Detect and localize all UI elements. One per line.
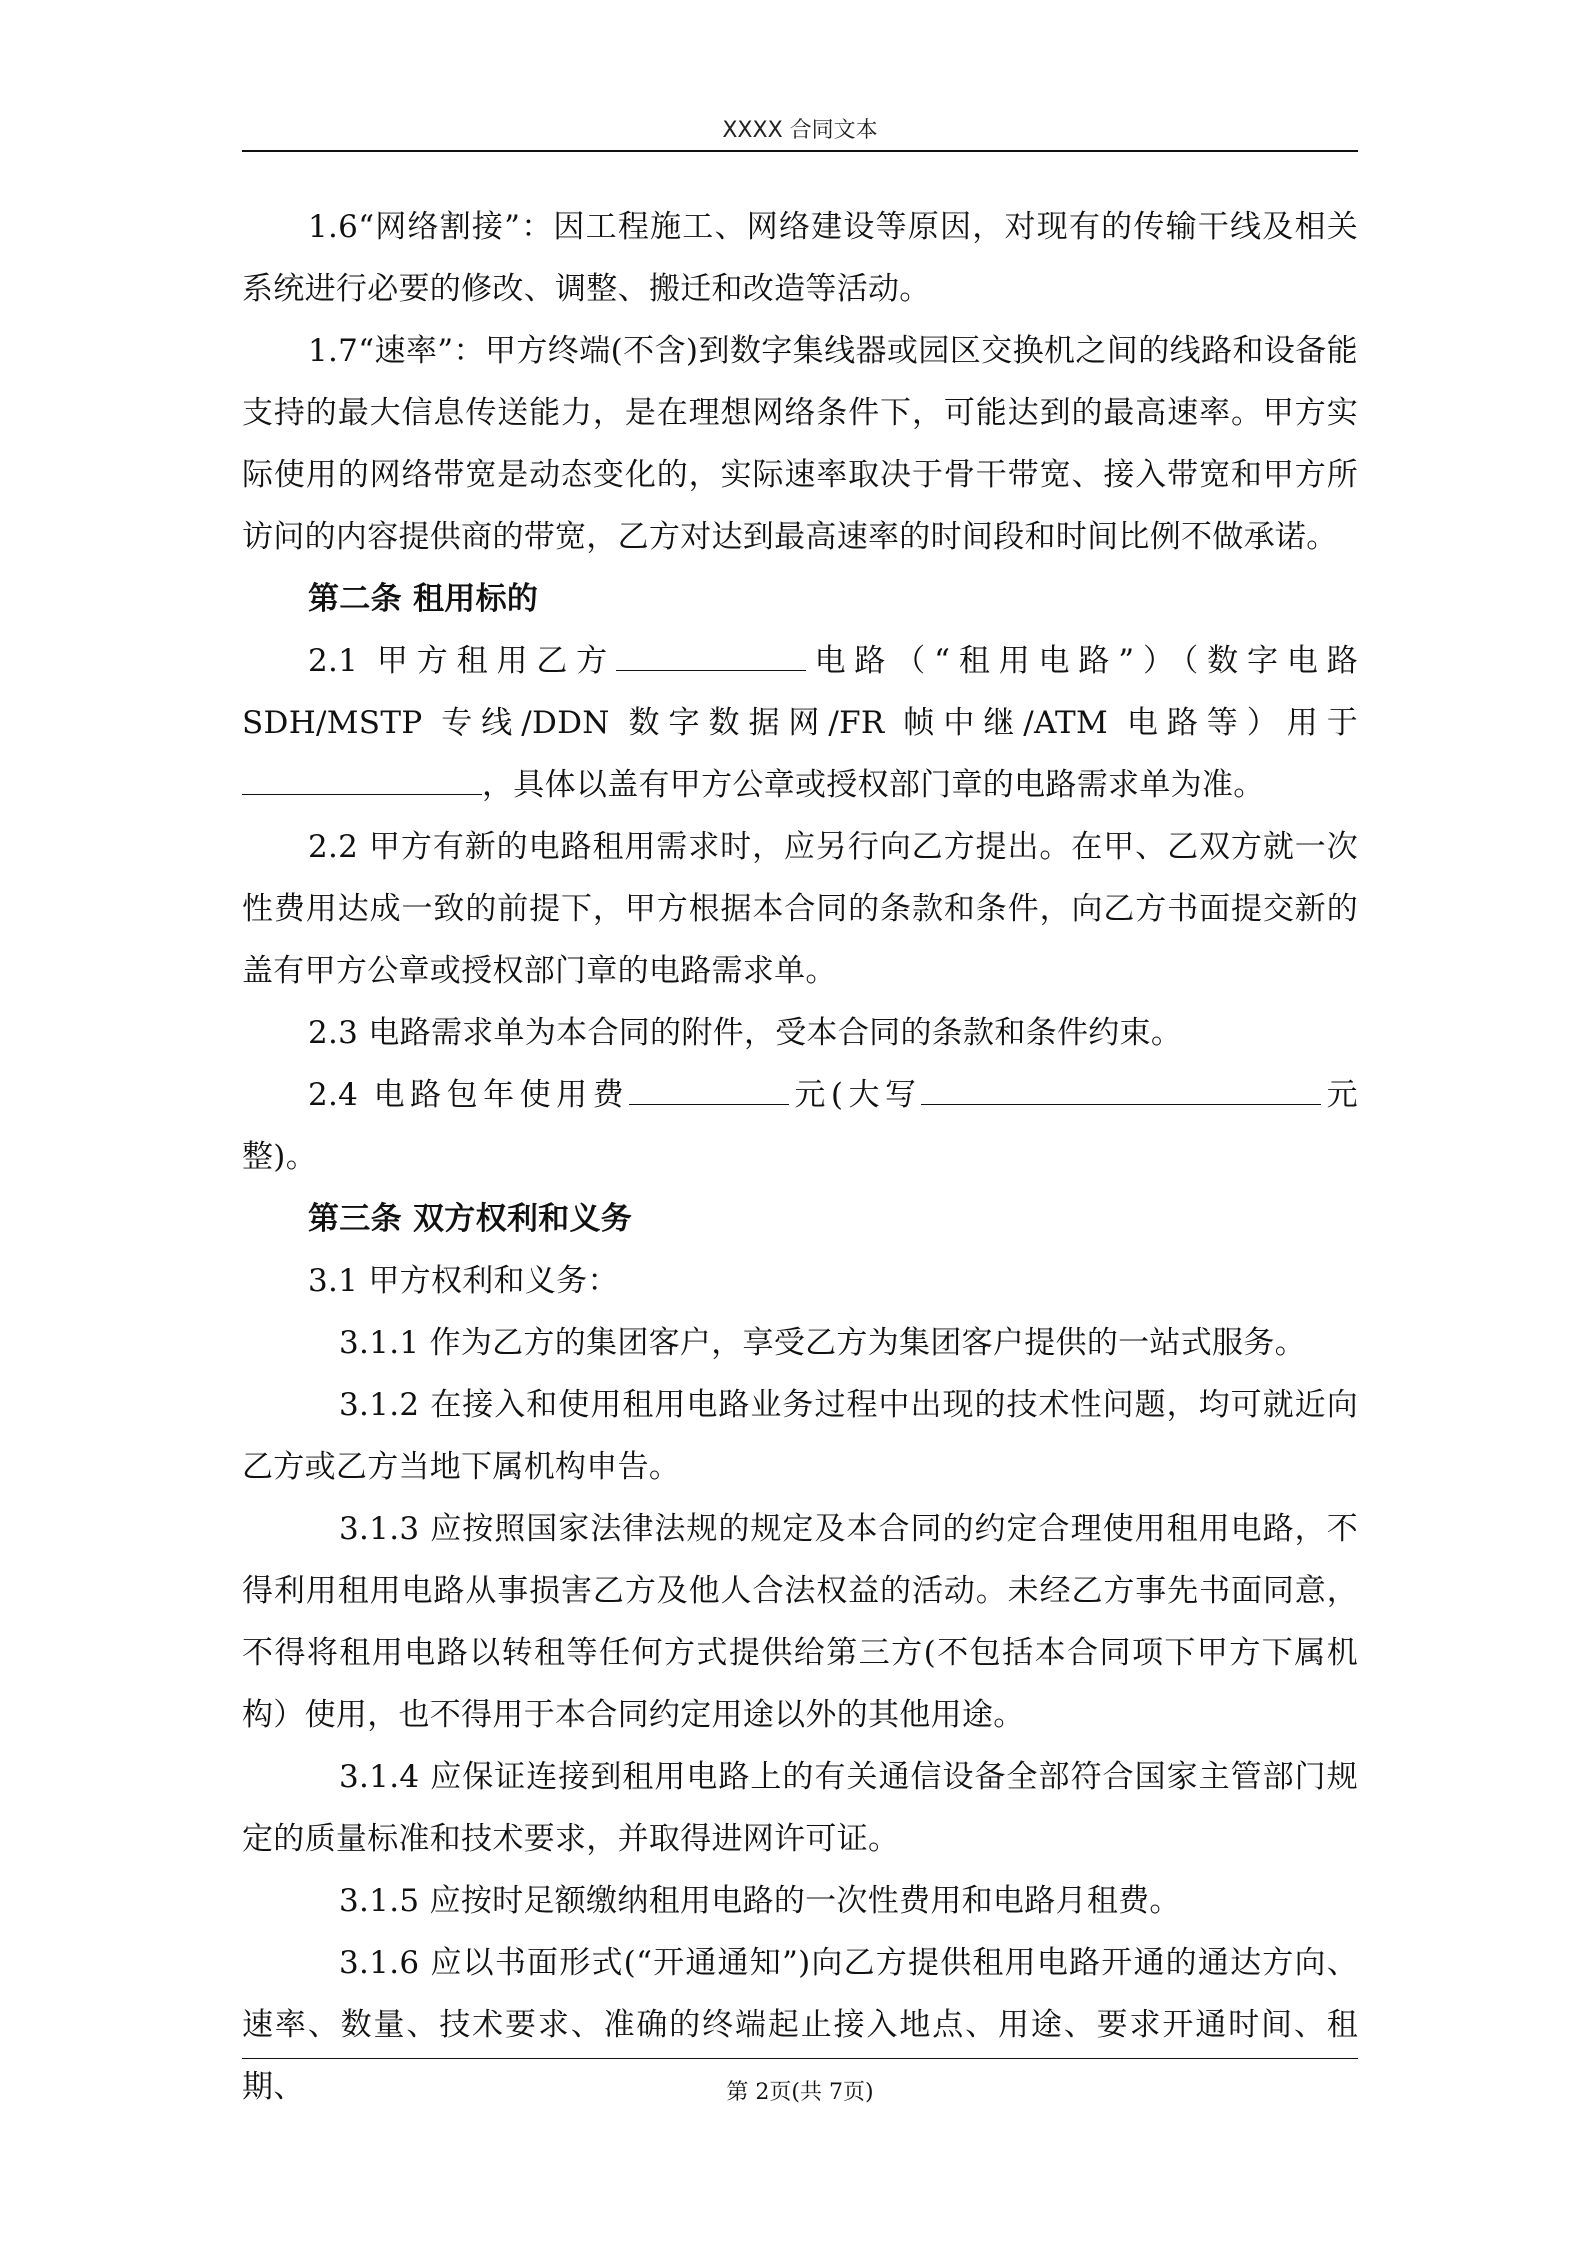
clause-3-1-5: 3.1.5 应按时足额缴纳租用电路的一次性费用和电路月租费。 <box>339 1883 1181 1919</box>
document-body <box>242 196 1358 2118</box>
footer-divider <box>242 2058 1358 2059</box>
clause-2-4 <box>242 1064 1358 1188</box>
clause-2-1 <box>242 630 1358 816</box>
clause-3-1-4: 3.1.4 应保证连接到租用电路上的有关通信设备全部符合国家主管部门规定的质量标准和技术要求，并取得进网许可证。 <box>242 1759 1358 1857</box>
blank-annual-fee[interactable] <box>629 1074 789 1105</box>
clause-1-6: 1.6“网络割接”：因工程施工、网络建设等原因，对现有的传输干线及相关系统进行必要的修改、调整、搬迁和改造等活动。 <box>242 209 1358 307</box>
clause-2-1-text-a: 2.1 甲方租用乙方 <box>308 643 617 679</box>
header-divider <box>242 150 1358 152</box>
page-header: XXXX 合同文本 <box>722 118 878 143</box>
clause-3-1-2: 3.1.2 在接入和使用租用电路业务过程中出现的技术性问题，均可就近向乙方或乙方当地下属机构申告。 <box>242 1387 1358 1485</box>
blank-circuit-type[interactable] <box>616 640 806 671</box>
page-number: 第 2页(共 7页) <box>726 2080 874 2105</box>
clause-2-2: 2.2 甲方有新的电路租用需求时，应另行向乙方提出。在甲、乙双方就一次性费用达成一致的前提下，甲方根据本合同的条款和条件，向乙方书面提交新的盖有甲方公章或授权部门章的电路需求单。 <box>242 829 1358 989</box>
clause-2-1-text-c: ，具体以盖有甲方公章或授权部门章的电路需求单为准。 <box>482 767 1265 803</box>
blank-usage[interactable] <box>242 764 482 795</box>
clause-3-1-1: 3.1.1 作为乙方的集团客户，享受乙方为集团客户提供的一站式服务。 <box>339 1325 1306 1361</box>
clause-1-7: 1.7“速率”：甲方终端(不含)到数字集线器或园区交换机之间的线路和设备能支持的最大信息传送能力，是在理想网络条件下，可能达到的最高速率。甲方实际使用的网络带宽是动态变化的，实际速率取决于骨干带宽、接入带宽和甲方所访问的内容提供商的带宽，乙方对达到最高速率的时间段和时间比例不做承诺。 <box>242 333 1358 555</box>
article-2-title: 第二条 租用标的 <box>308 581 539 617</box>
clause-3-1-3: 3.1.3 应按照国家法律法规的规定及本合同的约定合理使用租用电路，不得利用租用电路从事损害乙方及他人合法权益的活动。未经乙方事先书面同意，不得将租用电路以转租等任何方式提供给第三方(不包括本合同项下甲方下属机构）使用，也不得用于本合同约定用途以外的其他用途。 <box>242 1511 1358 1733</box>
clause-3-1-6: 3.1.6 应以书面形式(“开通通知”)向乙方提供租用电路开通的通达方向、速率、数量、技术要求、准确的终端起止接入地点、用途、要求开通时间、租期、 <box>242 1945 1358 2105</box>
clause-2-4-text-b: 元(大写 <box>789 1077 922 1113</box>
blank-amount-in-words[interactable] <box>921 1074 1321 1105</box>
clause-2-3: 2.3 电路需求单为本合同的附件，受本合同的条款和条件约束。 <box>308 1015 1183 1051</box>
clause-2-1-text-b: 电路（“租用电路”）（数字电路 SDH/MSTP 专线/DDN 数字数据网/FR 帧中继/ATM 电路等）用于 <box>242 643 1359 741</box>
clause-3-1: 3.1 甲方权利和义务： <box>308 1263 619 1299</box>
clause-2-4-text-a: 2.4 电路包年使用费 <box>308 1077 630 1113</box>
clause-2-4-text-c: 元整)。 <box>242 1077 1358 1175</box>
article-3-title: 第三条 双方权利和义务 <box>308 1201 633 1237</box>
